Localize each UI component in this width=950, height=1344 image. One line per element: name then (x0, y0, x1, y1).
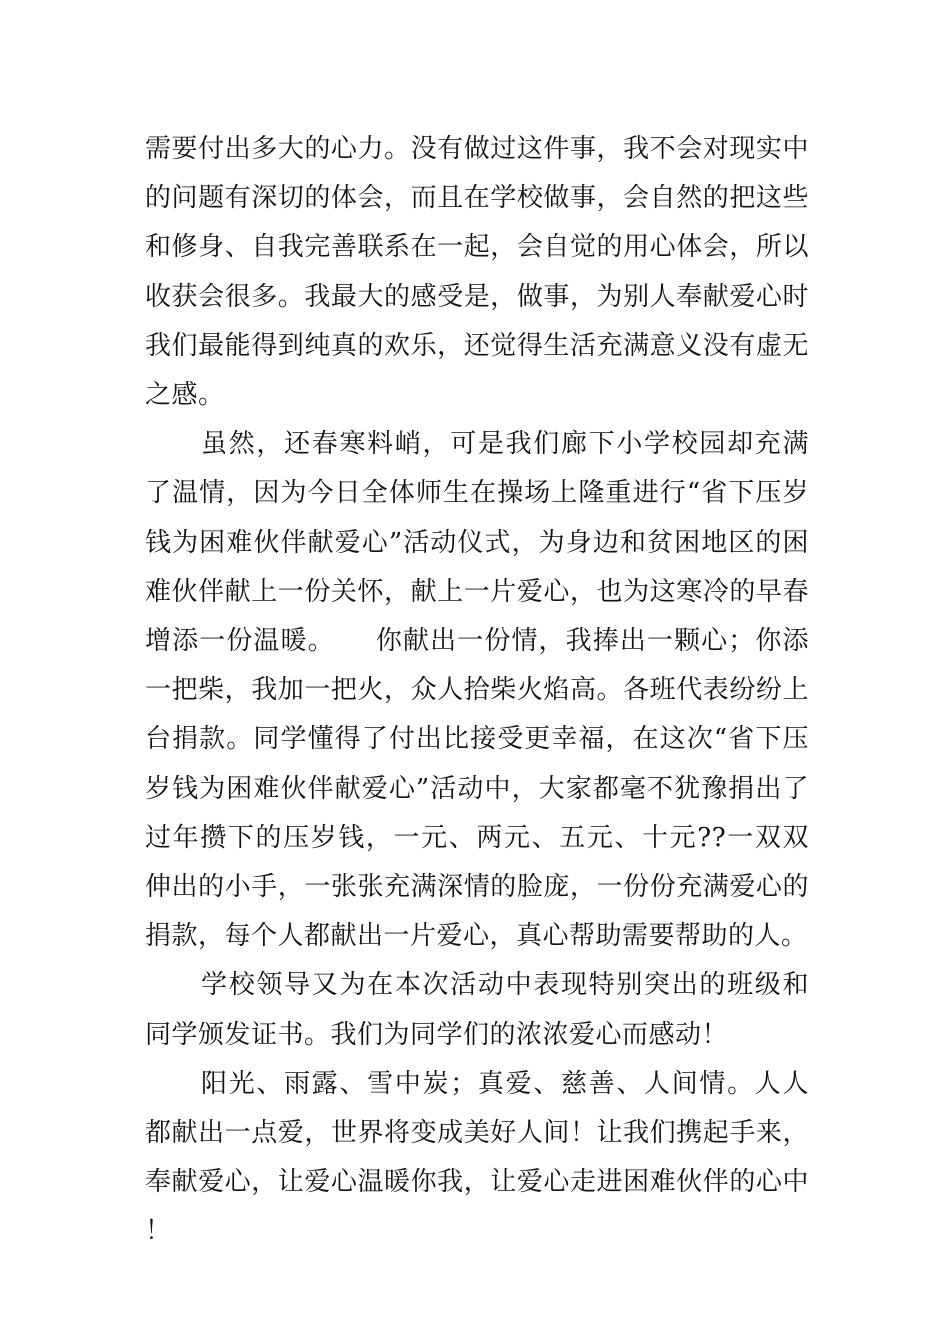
paragraph-4: 阳光、雨露、雪中炭；真爱、慈善、人间情。人人都献出一点爱，世界将变成美好人间！让我们携起手来，奉献爱心，让爱心温暖你我，让爱心走进困难伙伴的心中！ (145, 1068, 809, 1247)
paragraph-1: 需要付出多大的心力。没有做过这件事，我不会对现实中的问题有深切的体会，而且在学校做事，会自然的把这些和修身、自我完善联系在一起，会自觉的用心体会，所以收获会很多。我最大的感受是，做事，为别人奉献爱心时我们最能得到纯真的欢乐，还觉得生活充满意义没有虚无之感。 (145, 134, 809, 411)
paragraph-2: 虽然，还春寒料峭，可是我们廊下小学校园却充满了温情，因为今日全体师生在操场上隆重进行“省下压岁钱为困难伙伴献爱心”活动仪式，为身边和贫困地区的困难伙伴献上一份关怀，献上一片爱心，也为这寒冷的早春增添一份温暖。 你献出一份情，我捧出一颗心；你添一把柴，我加一把火，众人拾柴火焰高。各班代表纷纷上台捐款。同学懂得了付出比接受更幸福，在这次“省下压岁钱为困难伙伴献爱心”活动中，大家都毫不犹豫捐出了过年攒下的压岁钱，一元、两元、五元、十元??一双双伸出的小手，一张张充满深情的脸庞，一份份充满爱心的捐款，每个人都献出一片爱心，真心帮助需要帮助的人。 (145, 429, 809, 952)
paragraph-3: 学校领导又为在本次活动中表现特别突出的班级和同学颁发证书。我们为同学们的浓浓爱心而感动！ (145, 970, 809, 1050)
document-body (145, 125, 809, 1257)
